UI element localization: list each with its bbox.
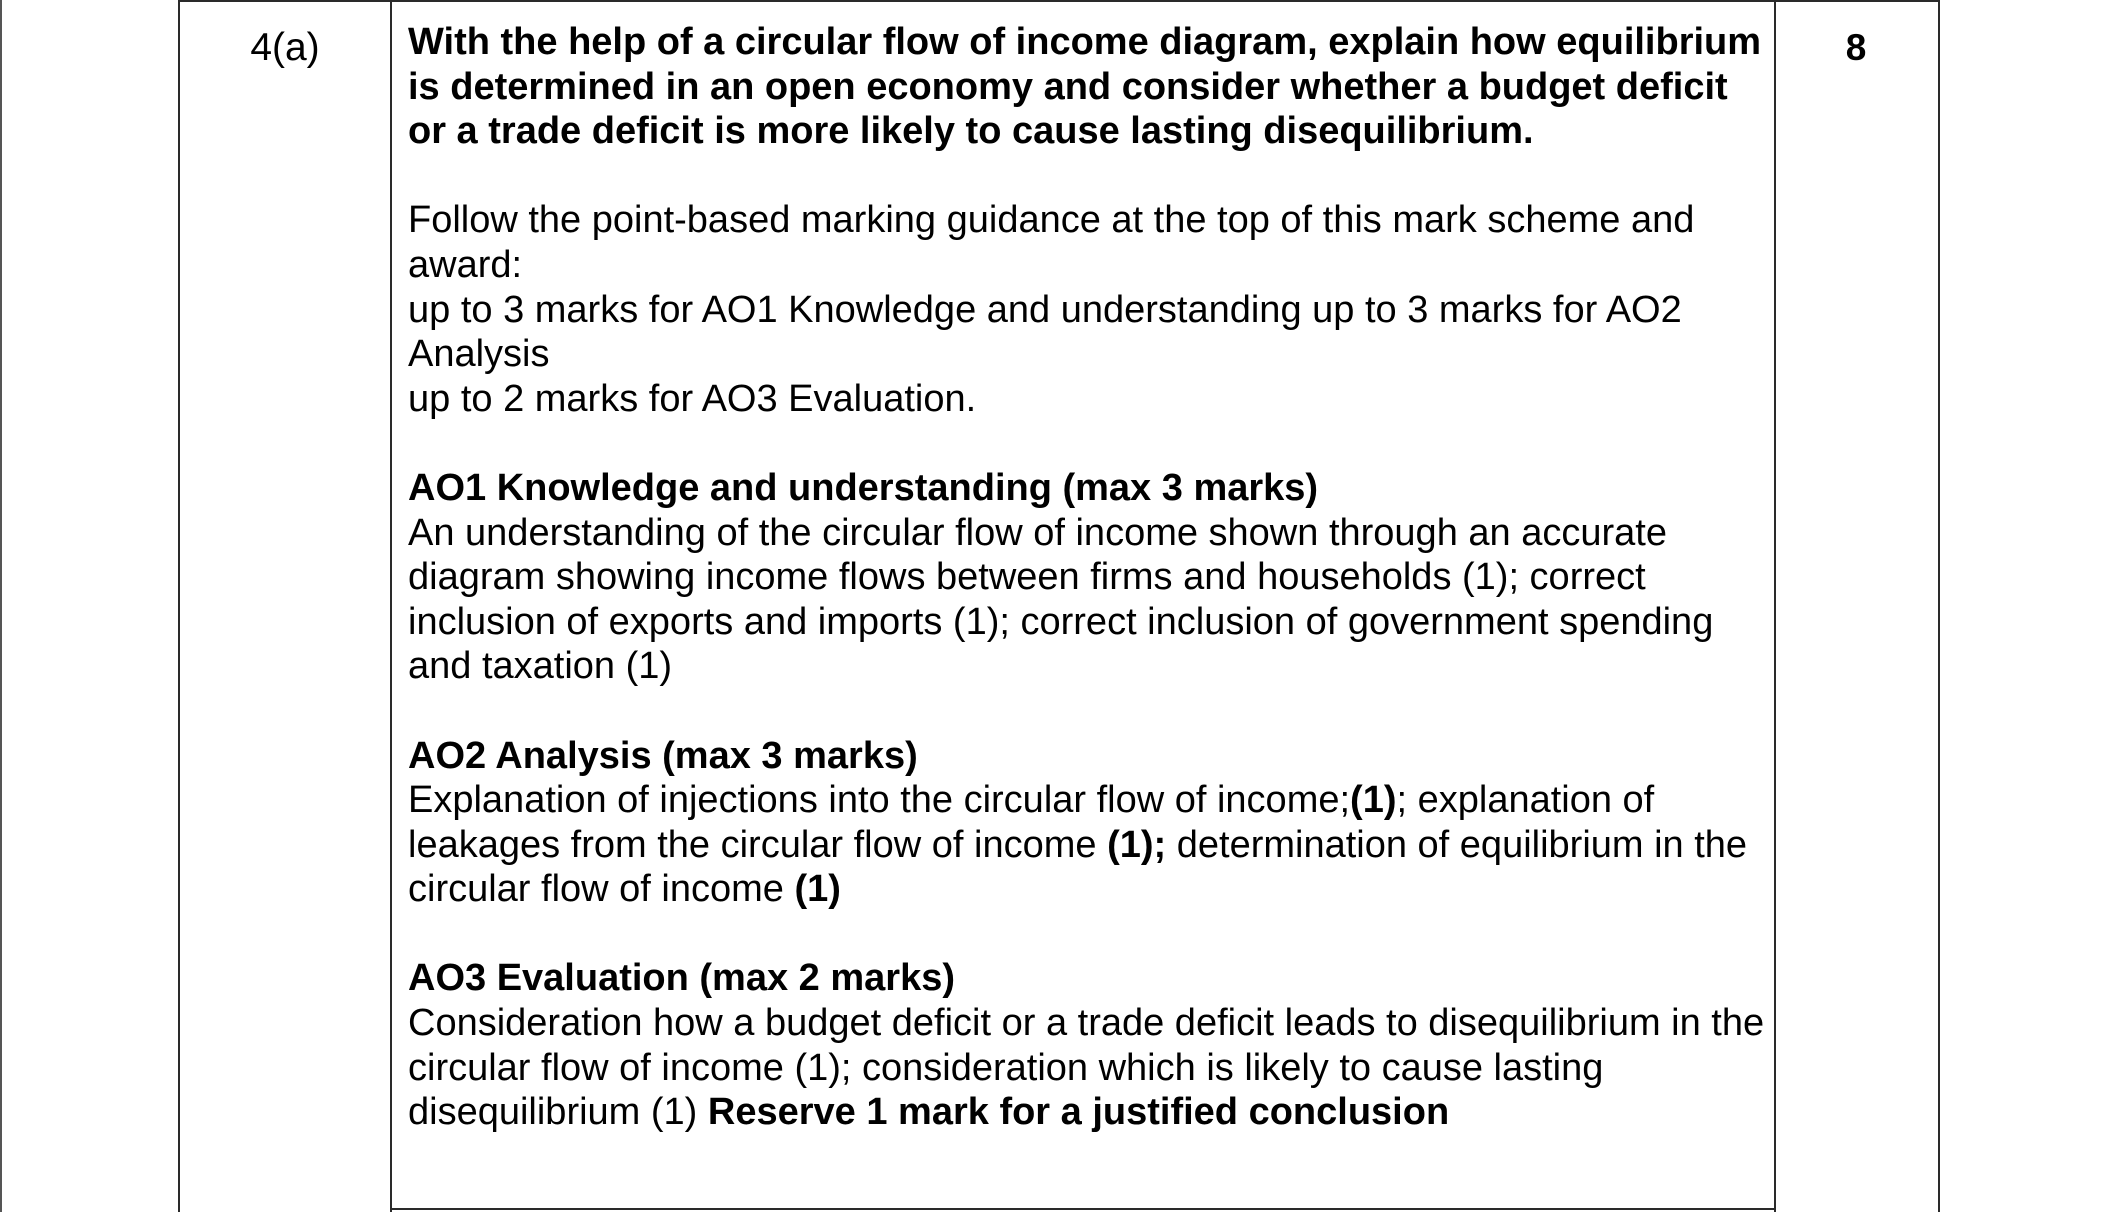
ao2-mark3: (1) (794, 868, 841, 911)
question-text: With the help of a circular flow of income diagram, explain how equilibrium is determined in an open economy and consider whether a budget deficit or a trade deficit is more likely to cause lasting disequilibrium. (408, 21, 1762, 153)
column-divider-1 (390, 0, 392, 1212)
question-number: 4(a) (250, 26, 320, 69)
page-edge-line (0, 0, 2, 1212)
guidance-ao3: up to 2 marks for AO3 Evaluation. (408, 377, 977, 420)
table-border-right (1938, 0, 1940, 1212)
guidance-intro: Follow the point-based marking guidance at the top of this mark scheme and award: (408, 199, 1695, 286)
total-marks: 8 (1845, 27, 1867, 68)
ao2-mark1: (1) (1350, 779, 1397, 822)
table-border-bottom (390, 1208, 1776, 1210)
ao2-text-part2: ; explanation of leakages from the circular flow of income (408, 779, 1655, 866)
table-border-top (178, 0, 1940, 2)
ao2-mark2: (1); (1107, 823, 1167, 866)
ao2-text-part3: determination of equilibrium in the circular flow of income (408, 823, 1748, 911)
ao2-text-part1: Explanation of injections into the circular flow of income; (408, 779, 1351, 822)
ao3-text-main: Consideration how a budget deficit or a trade deficit leads to disequilibrium in the circular flow of income (1); consideration which is likely to cause lasting disequilibrium (1) (408, 1002, 1765, 1134)
ao3-reserve-note: Reserve 1 mark for a justified conclusion (707, 1091, 1450, 1134)
ao1-heading: AO1 Knowledge and understanding (max 3 marks) (408, 466, 1319, 509)
ao3-heading: AO3 Evaluation (max 2 marks) (408, 957, 955, 1000)
ao2-text (408, 778, 1768, 912)
mark-scheme-content (408, 20, 1768, 1135)
guidance-ao1-ao2: up to 3 marks for AO1 Knowledge and understanding up to 3 marks for AO2 Analysis (408, 288, 1682, 376)
ao2-heading: AO2 Analysis (max 3 marks) (408, 734, 918, 777)
ao1-text: An understanding of the circular flow of income shown through an accurate diagram showing income flows between firms and households (1); correct inclusion of exports and imports (1); correct inclusion of government spending and taxation (1) (408, 511, 1714, 688)
column-divider-2 (1774, 0, 1776, 1212)
table-border-left (178, 0, 180, 1212)
ao3-text (408, 1001, 1768, 1135)
